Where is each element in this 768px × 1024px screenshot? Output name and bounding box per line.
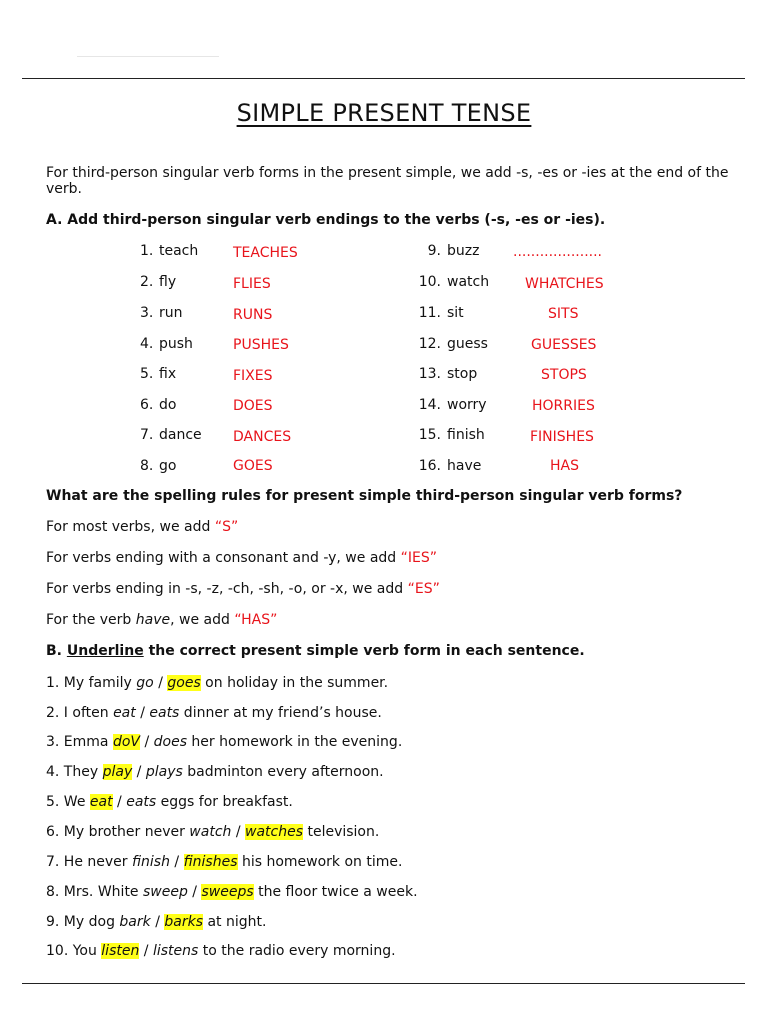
rule-text: For the verb (46, 612, 136, 628)
sentence (46, 914, 266, 930)
option-separator: / (112, 794, 127, 810)
item-verb: go (159, 458, 177, 474)
bottom-divider (22, 983, 745, 984)
item-verb: push (159, 336, 193, 352)
page-title: SIMPLE PRESENT TENSE (236, 99, 532, 127)
item-number: 5. (140, 366, 154, 382)
sentence-text: dinner at my friend’s house. (179, 705, 382, 721)
verb-option-highlighted[interactable]: watches (245, 824, 304, 840)
verb-option[interactable]: bark (119, 914, 151, 930)
section-b-heading (46, 643, 585, 659)
sentence (46, 705, 382, 721)
item-verb: finish (447, 427, 485, 443)
item-answer: RUNS (233, 307, 273, 323)
sentence-text: 4. They (46, 764, 103, 780)
item-verb: watch (447, 274, 490, 290)
rule-line (46, 550, 437, 566)
rule-line (46, 519, 238, 535)
verb-option[interactable]: eats (149, 705, 180, 721)
sentence (46, 734, 402, 750)
sentence-text: her homework in the evening. (186, 734, 403, 750)
verb-option-highlighted[interactable]: doV (112, 734, 140, 750)
item-answer: .................... (513, 244, 603, 260)
item-answer: GUESSES (531, 337, 597, 353)
item-answer: GOES (233, 458, 273, 474)
rule-answer: “ES” (407, 581, 440, 597)
sentence-text: 1. My family (46, 675, 137, 691)
option-separator: / (153, 675, 168, 691)
verb-option[interactable]: sweep (143, 884, 188, 900)
item-number: 11. (418, 305, 441, 321)
sentence (46, 943, 396, 959)
heading-prefix: B. (46, 643, 67, 659)
rule-text: , we add (170, 612, 235, 628)
verb-option-highlighted[interactable]: sweeps (201, 884, 254, 900)
rule-italic-verb: have (135, 612, 171, 628)
sentence-text: eggs for breakfast. (156, 794, 293, 810)
sentence (46, 884, 418, 900)
sentence-text: 6. My brother never (46, 824, 190, 840)
item-verb: fix (159, 366, 177, 382)
rules-question: What are the spelling rules for present simple third-person singular verb forms? (46, 488, 683, 504)
option-separator: / (132, 764, 146, 780)
top-divider (22, 78, 745, 79)
option-separator: / (187, 884, 202, 900)
heading-rest: the correct present simple verb form in each sentence. (143, 643, 585, 659)
item-answer: HAS (550, 458, 579, 474)
item-number: 1. (140, 243, 154, 259)
item-verb: guess (447, 336, 488, 352)
intro-paragraph: For third-person singular verb forms in the present simple, we add -s, -es or -ies at the end of the verb. (46, 165, 729, 197)
verb-option-highlighted[interactable]: listen (101, 943, 140, 959)
verb-option[interactable]: watch (189, 824, 232, 840)
sentence (46, 675, 388, 691)
option-separator: / (231, 824, 246, 840)
item-number: 6. (140, 397, 154, 413)
item-verb: fly (159, 274, 177, 290)
verb-option-highlighted[interactable]: play (102, 764, 133, 780)
item-number: 8. (140, 458, 154, 474)
sentence-text: 3. Emma (46, 734, 113, 750)
sentence-text: on holiday in the summer. (200, 675, 389, 691)
item-verb: do (159, 397, 177, 413)
verb-option[interactable]: eat (113, 705, 136, 721)
item-answer: DANCES (233, 429, 292, 445)
sentence (46, 824, 379, 840)
heading-underlined-word: Underline (66, 643, 144, 659)
sentence-text: to the radio every morning. (198, 943, 396, 959)
item-answer: TEACHES (233, 245, 298, 261)
item-verb: dance (159, 427, 202, 443)
verb-option[interactable]: eats (126, 794, 157, 810)
sentence-text: 8. Mrs. White (46, 884, 143, 900)
option-separator: / (169, 854, 184, 870)
item-answer: WHATCHES (525, 276, 604, 292)
item-answer: FINISHES (530, 429, 594, 445)
sentence-text: the floor twice a week. (253, 884, 418, 900)
verb-option-highlighted[interactable]: finishes (183, 854, 238, 870)
item-number: 10. (418, 274, 441, 290)
verb-option-highlighted[interactable]: goes (167, 675, 201, 691)
item-answer: HORRIES (532, 398, 595, 414)
item-verb: stop (447, 366, 478, 382)
sentence-text: 9. My dog (46, 914, 120, 930)
rule-answer: “S” (214, 519, 239, 535)
sentence (46, 764, 384, 780)
item-number: 3. (140, 305, 154, 321)
option-separator: / (140, 734, 154, 750)
verb-option[interactable]: does (153, 734, 187, 750)
item-verb: teach (159, 243, 199, 259)
rule-answer: “HAS” (234, 612, 278, 628)
verb-option-highlighted[interactable]: barks (164, 914, 204, 930)
item-number: 9. (427, 243, 441, 259)
sentence (46, 854, 402, 870)
verb-option[interactable]: finish (132, 854, 170, 870)
option-separator: / (150, 914, 165, 930)
item-answer: DOES (233, 398, 273, 414)
rule-line (46, 581, 440, 597)
item-number: 7. (140, 427, 154, 443)
item-verb: sit (447, 305, 464, 321)
sentence-text: 2. I often (46, 705, 114, 721)
sentence-text: at night. (203, 914, 267, 930)
verb-option[interactable]: go (136, 675, 154, 691)
item-number: 16. (418, 458, 441, 474)
item-answer: FLIES (233, 276, 271, 292)
verb-option-highlighted[interactable]: eat (89, 794, 113, 810)
option-separator: / (135, 705, 150, 721)
rule-text: For most verbs, we add (46, 519, 215, 535)
sentence-text: his homework on time. (237, 854, 403, 870)
rule-text: For verbs ending with a consonant and -y, we add (46, 550, 401, 566)
item-verb: have (447, 458, 482, 474)
item-verb: buzz (447, 243, 480, 259)
sentence-text: television. (303, 824, 380, 840)
option-separator: / (139, 943, 153, 959)
item-number: 13. (418, 366, 441, 382)
item-number: 15. (418, 427, 441, 443)
item-answer: PUSHES (233, 337, 289, 353)
sentence-text: 5. We (46, 794, 90, 810)
section-a-heading: A. Add third-person singular verb endings to the verbs (-s, -es or -ies). (46, 212, 606, 228)
item-answer: SITS (548, 306, 579, 322)
rule-text: For verbs ending in -s, -z, -ch, -sh, -o, or -x, we add (46, 581, 408, 597)
header-faint-line (77, 56, 219, 57)
item-verb: worry (447, 397, 487, 413)
rule-answer: “IES” (400, 550, 437, 566)
rule-line (46, 612, 277, 628)
item-number: 14. (418, 397, 441, 413)
item-number: 2. (140, 274, 154, 290)
verb-option[interactable]: plays (145, 764, 183, 780)
item-answer: FIXES (233, 368, 273, 384)
sentence (46, 794, 293, 810)
verb-option[interactable]: listens (152, 943, 199, 959)
sentence-text: badminton every afternoon. (182, 764, 384, 780)
item-number: 4. (140, 336, 154, 352)
item-verb: run (159, 305, 183, 321)
sentence-text: 7. He never (46, 854, 132, 870)
sentence-text: 10. You (46, 943, 102, 959)
item-number: 12. (418, 336, 441, 352)
item-answer: STOPS (541, 367, 587, 383)
